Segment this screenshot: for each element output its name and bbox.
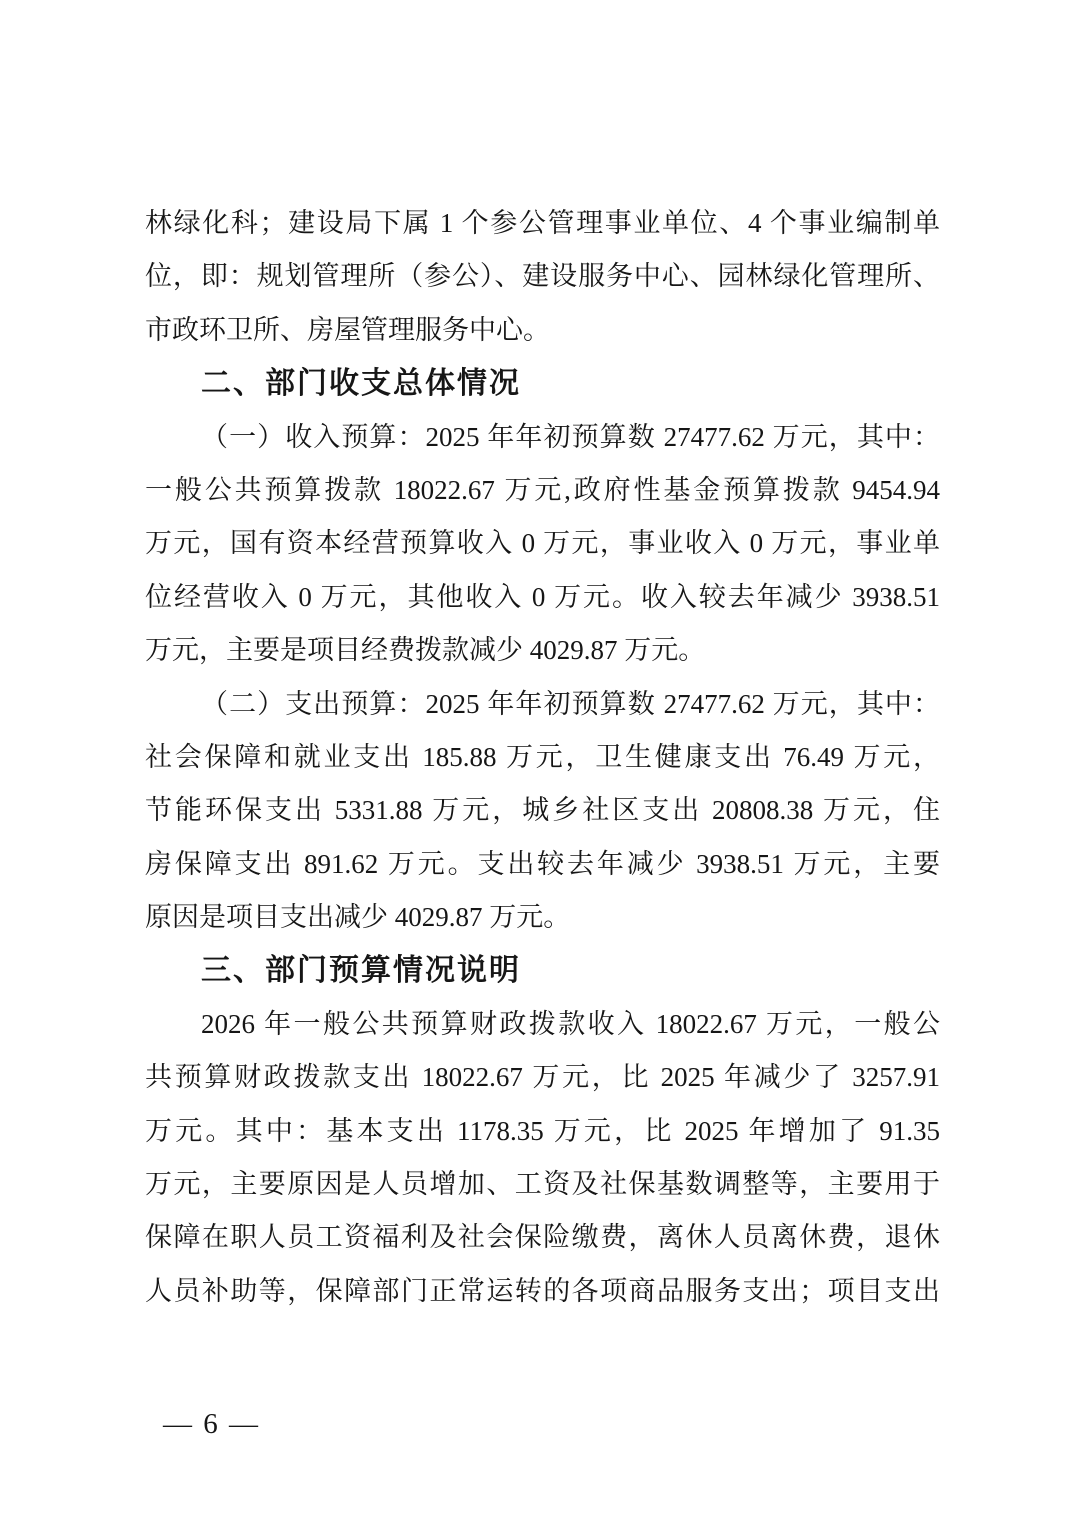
text-line: （一）收入预算：2025 年年初预算数 27477.62 万元，其中： [201,421,940,452]
page-number-label: — 6 — [163,1408,260,1440]
text-line: 社会保障和就业支出 185.88 万元，卫生健康支出 76.49 万元， [145,741,940,772]
text-line: 万元，主要是项目经费拨款减少 4029.87 万元。 [145,635,706,666]
text-line: 人员补助等，保障部门正常运转的各项商品服务支出；项目支出 [145,1275,940,1306]
page-footer [163,1408,260,1441]
text-line: 位，即：规划管理所（参公）、建设服务中心、园林绿化管理所、 [145,261,940,292]
text-line: 房保障支出 891.62 万元。支出较去年减少 3938.51 万元，主要 [145,848,940,879]
document-body [145,197,940,1318]
text-line: 市政环卫所、房屋管理服务中心。 [145,314,550,345]
text-line: 万元，国有资本经营预算收入 0 万元，事业收入 0 万元，事业单 [145,528,940,559]
text-line: 万元，主要原因是人员增加、工资及社保基数调整等，主要用于 [145,1169,940,1200]
text-line: 位经营收入 0 万元，其他收入 0 万元。收入较去年减少 3938.51 [145,581,940,612]
text-line: （二）支出预算：2025 年年初预算数 27477.62 万元，其中： [201,688,940,719]
text-line: 一般公共预算拨款 18022.67 万元,政府性基金预算拨款 9454.94 [145,474,940,505]
text-line: 2026 年一般公共预算财政拨款收入 18022.67 万元，一般公 [201,1008,940,1039]
text-line: 节能环保支出 5331.88 万元，城乡社区支出 20808.38 万元，住 [145,795,940,826]
section-heading: 三、部门预算情况说明 [201,954,521,988]
text-line: 万元。其中：基本支出 1178.35 万元，比 2025 年增加了 91.35 [145,1115,940,1146]
text-line: 原因是项目支出减少 4029.87 万元。 [145,902,571,933]
text-line: 林绿化科；建设局下属 1 个参公管理事业单位、4 个事业编制单 [145,208,940,238]
text-line: 共预算财政拨款支出 18022.67 万元，比 2025 年减少了 3257.91 [145,1062,940,1093]
section-heading: 二、部门收支总体情况 [201,367,521,401]
text-line: 保障在职人员工资福利及社会保险缴费，离休人员离休费，退休 [145,1222,940,1253]
